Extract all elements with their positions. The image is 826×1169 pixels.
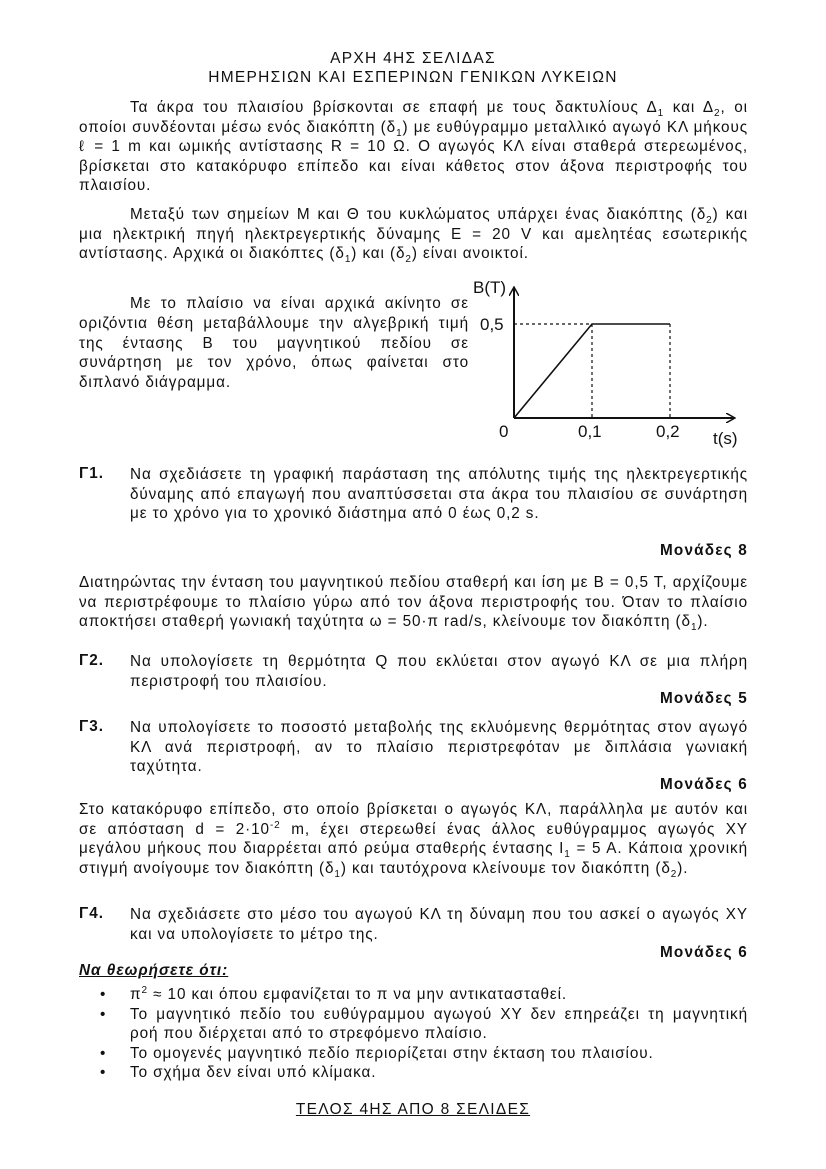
list-item — [79, 1044, 748, 1064]
assumptions-list — [79, 985, 748, 1083]
subscript: 1 — [396, 127, 403, 139]
question-g2-label: Γ2. — [79, 652, 104, 669]
text-run: Τα άκρα του πλαισίου βρίσκονται σε επαφή με τους δακτυλίους Δ — [130, 99, 658, 116]
assumptions-title: Να θεωρήσετε ότι: — [79, 962, 229, 979]
diagram-description: Με το πλαίσιο να είναι αρχικά ακίνητο σε οριζόντια θέση μεταβάλλουμε την αλγεβρική τιμή της έντασης Β του μαγνητικού πεδίου σε συνάρτηση με τον χρόνο, όπως φαίνεται στο διπλανό διάγραμμα. — [79, 295, 469, 392]
text-run: Το σχήμα δεν είναι υπό κλίμακα. — [130, 1064, 377, 1082]
subscript: 1 — [690, 622, 698, 634]
bullet-icon: • — [100, 1064, 107, 1082]
x-tick-label: 0,2 — [656, 422, 680, 441]
question-g2-text: Να υπολογίσετε τη θερμότητα Q που εκλύεται στον αγωγό ΚΛ σε μια πλήρη περιστροφή του πλαισίου. — [130, 653, 748, 690]
text-run: m, έχει στερεωθεί ένας άλλος ευθύγραμμος αγωγός ΧΥ μεγάλου μήκους που διαρρέεται από ρεύμα σταθερής έντασης Ι — [79, 820, 748, 858]
subscript: 2 — [706, 215, 713, 227]
question-g3-marks: Μονάδες 6 — [659, 776, 748, 793]
question-g1-label: Γ1. — [79, 465, 104, 482]
subscript: 2 — [714, 108, 721, 120]
text-run: ) και ταυτόχρονα κλείνουμε τον διακόπτη (δ — [340, 859, 671, 877]
list-item — [79, 985, 748, 1005]
list-item — [79, 1063, 748, 1083]
text-run: Το μαγνητικό πεδίο του ευθύγραμμου αγωγού ΧΥ δεν επηρεάζει τη μαγνητική ροή που διέρχεται από το στρεφόμενο πλαίσιο. — [130, 1005, 748, 1043]
subscript: 2 — [670, 868, 678, 880]
page-header-school: ΗΜΕΡΗΣΙΩΝ ΚΑΙ ΕΣΠΕΡΙΝΩΝ ΓΕΝΙΚΩΝ ΛΥΚΕΙΩΝ — [208, 69, 618, 86]
text-run: π — [130, 986, 142, 1003]
question-g4-text: Να σχεδιάσετε στο μέσο του αγωγού ΚΛ τη δύναμη που του ασκεί ο αγωγός ΧΥ και να υπολογίσετε το μέτρο της. — [130, 906, 748, 943]
list-item — [79, 1005, 748, 1044]
magnetic-field-time-graph — [470, 272, 770, 452]
x-axis-label: t(s) — [713, 429, 738, 448]
page-header-top: ΑΡΧΗ 4ΗΣ ΣΕΛΙΔΑΣ — [330, 50, 496, 67]
y-axis-label: B(T) — [473, 278, 507, 297]
text-run: Στο κατακόρυφο επίπεδο, στο οποίο βρίσκεται ο αγωγός ΚΛ, παράλληλα με αυτόν και σε απόσταση d = 2·10 — [79, 801, 748, 838]
page-footer: ΤΕΛΟΣ 4ΗΣ ΑΠΟ 8 ΣΕΛΙΔΕΣ — [295, 1101, 531, 1118]
text-run: ). — [697, 613, 709, 631]
bullet-icon: • — [100, 1005, 107, 1023]
y-tick-label: 0,5 — [480, 315, 504, 334]
text-run: Το ομογενές μαγνητικό πεδίο περιορίζεται στην έκταση του πλαισίου. — [130, 1044, 654, 1062]
text-run: ) είναι ανοικτοί. — [411, 245, 529, 263]
subscript: 2 — [405, 254, 412, 266]
x-tick-label: 0,1 — [578, 422, 602, 441]
superscript: -2 — [269, 819, 281, 831]
text-run: ) και (δ — [351, 245, 406, 263]
dashed-guides — [514, 324, 670, 418]
subscript: 1 — [344, 254, 352, 266]
text-run: και Δ — [664, 99, 715, 116]
subscript: 1 — [657, 108, 665, 120]
text-run: , οι οποίοι συνδέονται μέσω ενός διακόπτη (δ — [79, 99, 748, 136]
superscript: 2 — [141, 984, 148, 996]
question-g3-text: Να υπολογίσετε το ποσοστό μεταβολής της εκλυόμενης θερμότητας στον αγωγό ΚΛ ανά περιστροφή, αν το πλαίσιο περιστρεφόταν με διπλάσια γωνιακή ταχύτητα. — [130, 719, 748, 776]
text-run: ) με ευθύγραμμο μεταλλικό αγωγό ΚΛ μήκους ℓ = 1 m και ωμικής αντίστασης R = 10 Ω. Ο αγωγός ΚΛ είναι σταθερά στερεωμένος, βρίσκεται στο κατακόρυφο επίπεδο και είναι κάθετος στον άξονα περιστροφής του πλαισίου. — [79, 118, 748, 195]
intro-paragraph-2 — [79, 205, 748, 264]
conductor-paragraph — [79, 800, 748, 878]
text-run: ) και μια ηλεκτρική πηγή ηλεκτρεγερτικής δύναμης Ε = 20 V και αμελητέας εσωτερικής αντίστασης. Αρχικά οι διακόπτες (δ — [79, 206, 748, 263]
text-run: Διατηρώντας την ένταση του μαγνητικού πεδίου σταθερή και ίση με Β = 0,5 Τ, αρχίζουμε να περιστρέφουμε το πλαίσιο γύρω από τον άξονα περιστροφής του. Όταν το πλαίσιο αποκτήσει σταθερή γωνιακή ταχύτητα ω = 50·π rad/s, κλείνουμε τον διακόπτη (δ — [79, 574, 748, 631]
intro-paragraph-1 — [79, 98, 748, 196]
question-g2-marks: Μονάδες 5 — [659, 690, 748, 707]
question-g1-text: Να σχεδιάσετε τη γραφική παράσταση της απόλυτης τιμής της ηλεκτρεγερτικής δύναμης από επαγωγή που αναπτύσσεται στα άκρα του πλαισίου σε συνάρτηση με το χρόνο για το χρονικό διάστημα από 0 έως 0,2 s. — [130, 466, 748, 523]
text-run: = 5 Α. Κάποια χρονική στιγμή ανοίγουμε τον διακόπτη (δ — [79, 840, 748, 877]
question-g4-label: Γ4. — [79, 905, 104, 922]
bullet-icon: • — [100, 986, 107, 1003]
question-g4-marks: Μονάδες 6 — [659, 944, 748, 961]
origin-label: 0 — [499, 422, 509, 441]
text-run: Μεταξύ των σημείων Μ και Θ του κυκλώματος υπάρχει ένας διακόπτης (δ — [130, 206, 707, 223]
subscript: 1 — [564, 849, 571, 861]
text-run: ). — [677, 859, 689, 877]
question-g1-marks: Μονάδες 8 — [659, 542, 748, 559]
rotation-paragraph — [79, 573, 748, 632]
question-g3-label: Γ3. — [79, 718, 104, 735]
bullet-icon: • — [100, 1044, 107, 1062]
text-run: ≈ 10 και όπου εμφανίζεται το π να μην αντικατασταθεί. — [147, 986, 568, 1003]
subscript: 1 — [334, 868, 341, 880]
